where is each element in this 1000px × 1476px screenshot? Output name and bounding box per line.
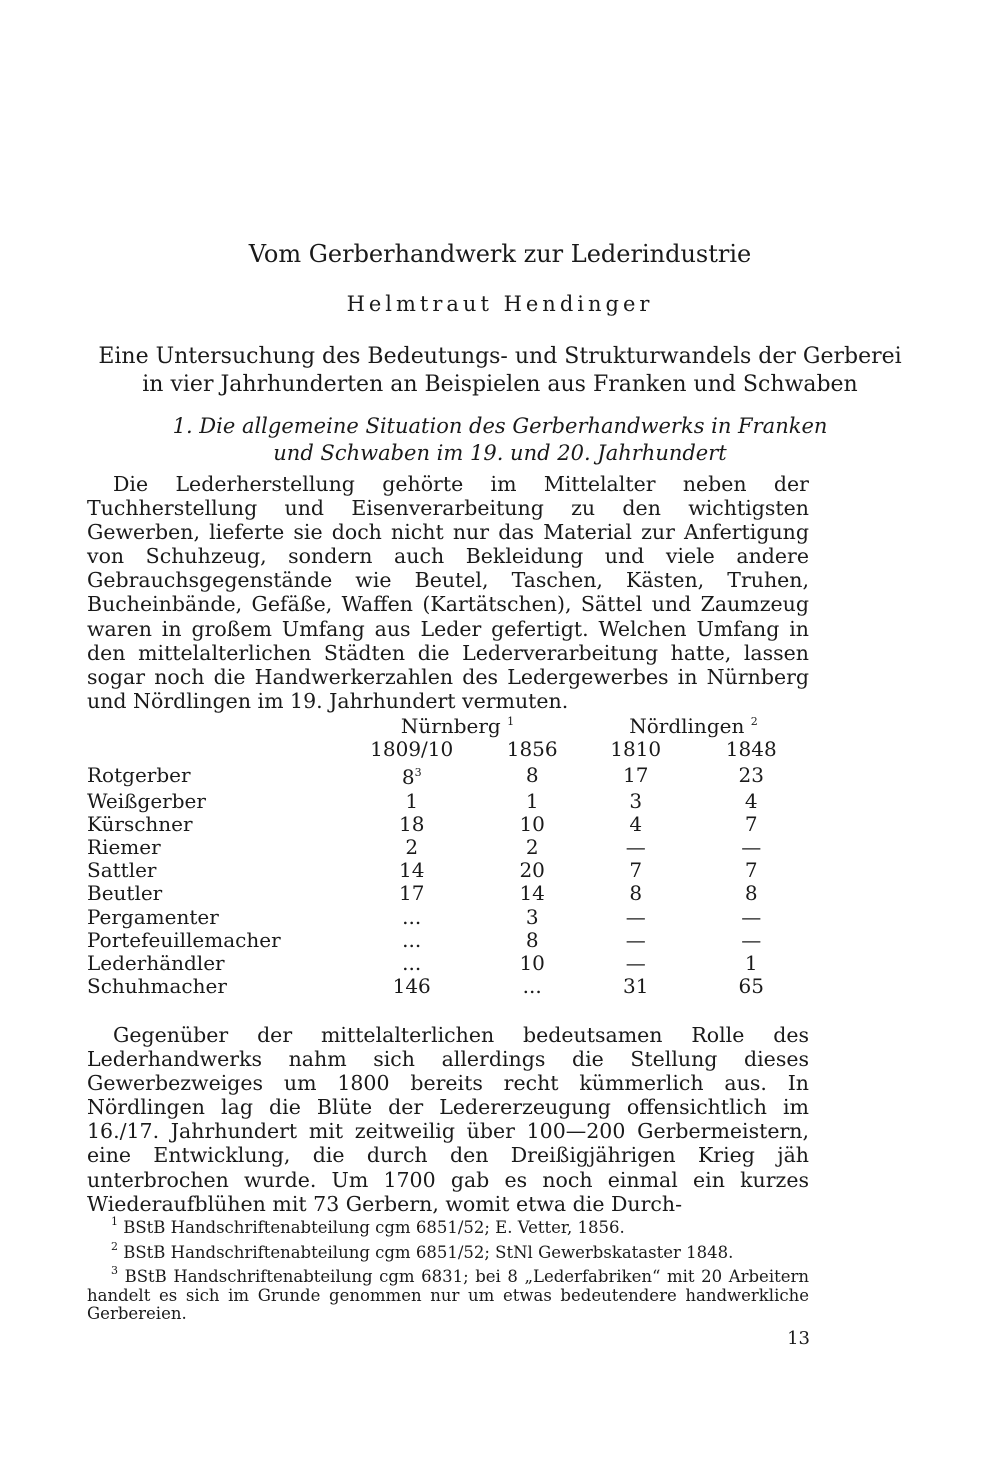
row-label: Sattler — [87, 858, 157, 883]
cell-noerdlingen-1848: — — [741, 927, 762, 952]
table-group-header-row — [87, 710, 809, 738]
cell-nuernberg-1856: 10 — [519, 951, 545, 976]
footnote: $^3$ BStB Handschriftenabteilung cgm 6831; bei 8 „Lederfabriken“ mit 20 Arbeitern handelt es sich im Grunde genommen nur um etwas bedeutendere handwerkliche Gerbereien. — [87, 1264, 810, 1323]
row-label: Beutler — [87, 881, 163, 906]
cell-nuernberg-1856: 8 — [525, 927, 539, 952]
year-header: 1810 — [610, 737, 662, 762]
cell-noerdlingen-1810: 31 — [622, 974, 649, 999]
row-label: Kürschner — [87, 811, 193, 836]
cell-noerdlingen-1810: — — [625, 927, 646, 952]
year-header: 1848 — [725, 737, 777, 762]
article-subtitle — [0, 343, 1000, 399]
footnote-mark: 2 — [111, 1239, 118, 1253]
cell-noerdlingen-1810: — — [625, 835, 646, 860]
table-row — [87, 975, 809, 998]
cell-nuernberg-1809: ... — [402, 951, 422, 976]
row-label: Lederhändler — [87, 951, 225, 976]
subtitle-line: Eine Untersuchung des Bedeutungs- und Strukturwandels der Gerberei — [98, 344, 902, 369]
table-row — [87, 790, 809, 813]
table-row — [87, 859, 809, 882]
footnote-mark: 3 — [111, 1264, 118, 1277]
cell-noerdlingen-1810: 8 — [629, 881, 643, 906]
section-heading-line: und Schwaben im 19. und 20. Jahrhundert — [273, 441, 727, 465]
cell-noerdlingen-1848: 1 — [744, 951, 758, 976]
cell-noerdlingen-1810: — — [625, 951, 646, 976]
table-row — [87, 761, 809, 789]
data-table — [87, 710, 809, 998]
cell-nuernberg-1809: 2 — [405, 835, 419, 860]
footnote-ref: 1 — [507, 715, 515, 728]
cell-noerdlingen-1848: 8 — [744, 881, 758, 906]
group-header-noerdlingen: Nördlingen $^2$ — [629, 714, 758, 738]
table-row — [87, 906, 809, 929]
cell-nuernberg-1856: 10 — [519, 811, 545, 836]
row-label: Schuhmacher — [87, 974, 227, 999]
craftsmen-table — [87, 710, 809, 998]
footnote-ref: 2 — [750, 715, 758, 728]
cell-nuernberg-1809: ... — [402, 927, 422, 952]
cell-nuernberg-1856: ... — [522, 974, 542, 999]
body-paragraph-1: Die Lederherstellung gehörte im Mittelalter neben der Tuchherstellung und Eisenverarbeitung zu den wichtigsten Gewerben, lieferte sie doch nicht nur das Material zur Anfertigung von Schuhzeug, sondern auch Bekleidung und viele andere Gebrauchsgegenstände wie Beutel, Taschen, Kästen, Truhen, Bucheinbände, Gefäße, Waffen (Kartätschen), Sättel und Zaumzeug waren in großem Umfang aus Leder gefertigt. Welchen Umfang in den mittelalterlichen Städten die Lederverarbeitung hatte, lassen sogar noch die Handwerkerzahlen des Ledergewerbes in Nürnberg und Nördlingen im 19. Jahrhundert vermuten. — [87, 472, 809, 713]
cell-noerdlingen-1810: 3 — [629, 788, 643, 813]
cell-noerdlingen-1810: 4 — [629, 811, 643, 836]
cell-nuernberg-1856: 14 — [519, 881, 545, 906]
cell-nuernberg-1809: 18 — [398, 811, 425, 836]
cell-noerdlingen-1810: — — [625, 904, 646, 929]
footnote: $^1$ BStB Handschriftenabteilung cgm 6851/52; E. Vetter, 1856. — [111, 1215, 625, 1237]
cell-nuernberg-1856: 2 — [525, 835, 539, 860]
row-label: Riemer — [87, 835, 161, 860]
cell-nuernberg-1809: $8^3$ — [401, 765, 422, 790]
footnotes — [87, 1213, 809, 1324]
cell-noerdlingen-1848: — — [741, 835, 762, 860]
cell-noerdlingen-1810: 17 — [622, 762, 649, 787]
row-label: Rotgerber — [87, 762, 191, 787]
table-row — [87, 813, 809, 836]
group-header-nuernberg: Nürnberg $^1$ — [400, 714, 515, 738]
article-title: Vom Gerberhandwerk zur Lederindustrie — [248, 240, 752, 268]
cell-noerdlingen-1810: 7 — [629, 858, 643, 883]
cell-noerdlingen-1848: 7 — [744, 858, 758, 883]
cell-noerdlingen-1848: 7 — [744, 811, 758, 836]
table-body — [87, 761, 809, 998]
page-number: 13 — [787, 1328, 810, 1349]
cell-nuernberg-1809: 1 — [405, 788, 419, 813]
year-header: 1809/10 — [370, 737, 454, 762]
footnote-mark: 1 — [111, 1215, 118, 1228]
table-row — [87, 952, 809, 975]
section-heading — [0, 413, 1000, 467]
cell-nuernberg-1809: 14 — [398, 858, 425, 883]
year-header: 1856 — [506, 737, 558, 762]
subtitle-line: in vier Jahrhunderten an Beispielen aus Franken und Schwaben — [142, 372, 858, 397]
cell-nuernberg-1856: 1 — [525, 788, 539, 813]
cell-noerdlingen-1848: 23 — [738, 762, 764, 787]
cell-nuernberg-1856: 20 — [519, 858, 545, 883]
cell-nuernberg-1809: 146 — [392, 974, 431, 999]
cell-noerdlingen-1848: 4 — [744, 788, 758, 813]
section-heading-line: 1. Die allgemeine Situation des Gerberhandwerks in Franken — [172, 414, 828, 438]
row-label: Weißgerber — [87, 788, 206, 813]
footnote-ref: 3 — [414, 766, 422, 780]
table-row — [87, 929, 809, 952]
cell-nuernberg-1856: 3 — [525, 904, 539, 929]
table-year-header-row — [87, 738, 809, 761]
cell-nuernberg-1809: 17 — [398, 881, 425, 906]
body-paragraph-2: Gegenüber der mittelalterlichen bedeutsamen Rolle des Lederhandwerks nahm sich allerdings die Stellung dieses Gewerbezweiges um 1800 bereits recht kümmerlich aus. In Nördlingen lag die Blüte der Ledererzeugung offensichtlich im 16./17. Jahrhundert mit zeitweilig über 100—200 Gerbermeistern, eine Entwicklung, die durch den Dreißigjährigen Krieg jäh unterbrochen wurde. Um 1700 gab es noch einmal ein kurzes Wiederaufblühen mit 73 Gerbern, womit etwa die Durch- — [87, 1023, 809, 1216]
table-row — [87, 836, 809, 859]
cell-noerdlingen-1848: — — [741, 904, 762, 929]
cell-nuernberg-1856: 8 — [525, 762, 539, 787]
author-name: Helmtraut Hendinger — [346, 292, 654, 316]
row-label: Pergamenter — [87, 904, 219, 929]
footnote: $^2$ BStB Handschriftenabteilung cgm 6851/52; StNl Gewerbskataster 1848. — [111, 1239, 734, 1262]
row-label: Portefeuillemacher — [87, 927, 281, 952]
cell-noerdlingen-1848: 65 — [738, 974, 764, 999]
cell-nuernberg-1809: ... — [402, 904, 422, 929]
table-row — [87, 882, 809, 905]
